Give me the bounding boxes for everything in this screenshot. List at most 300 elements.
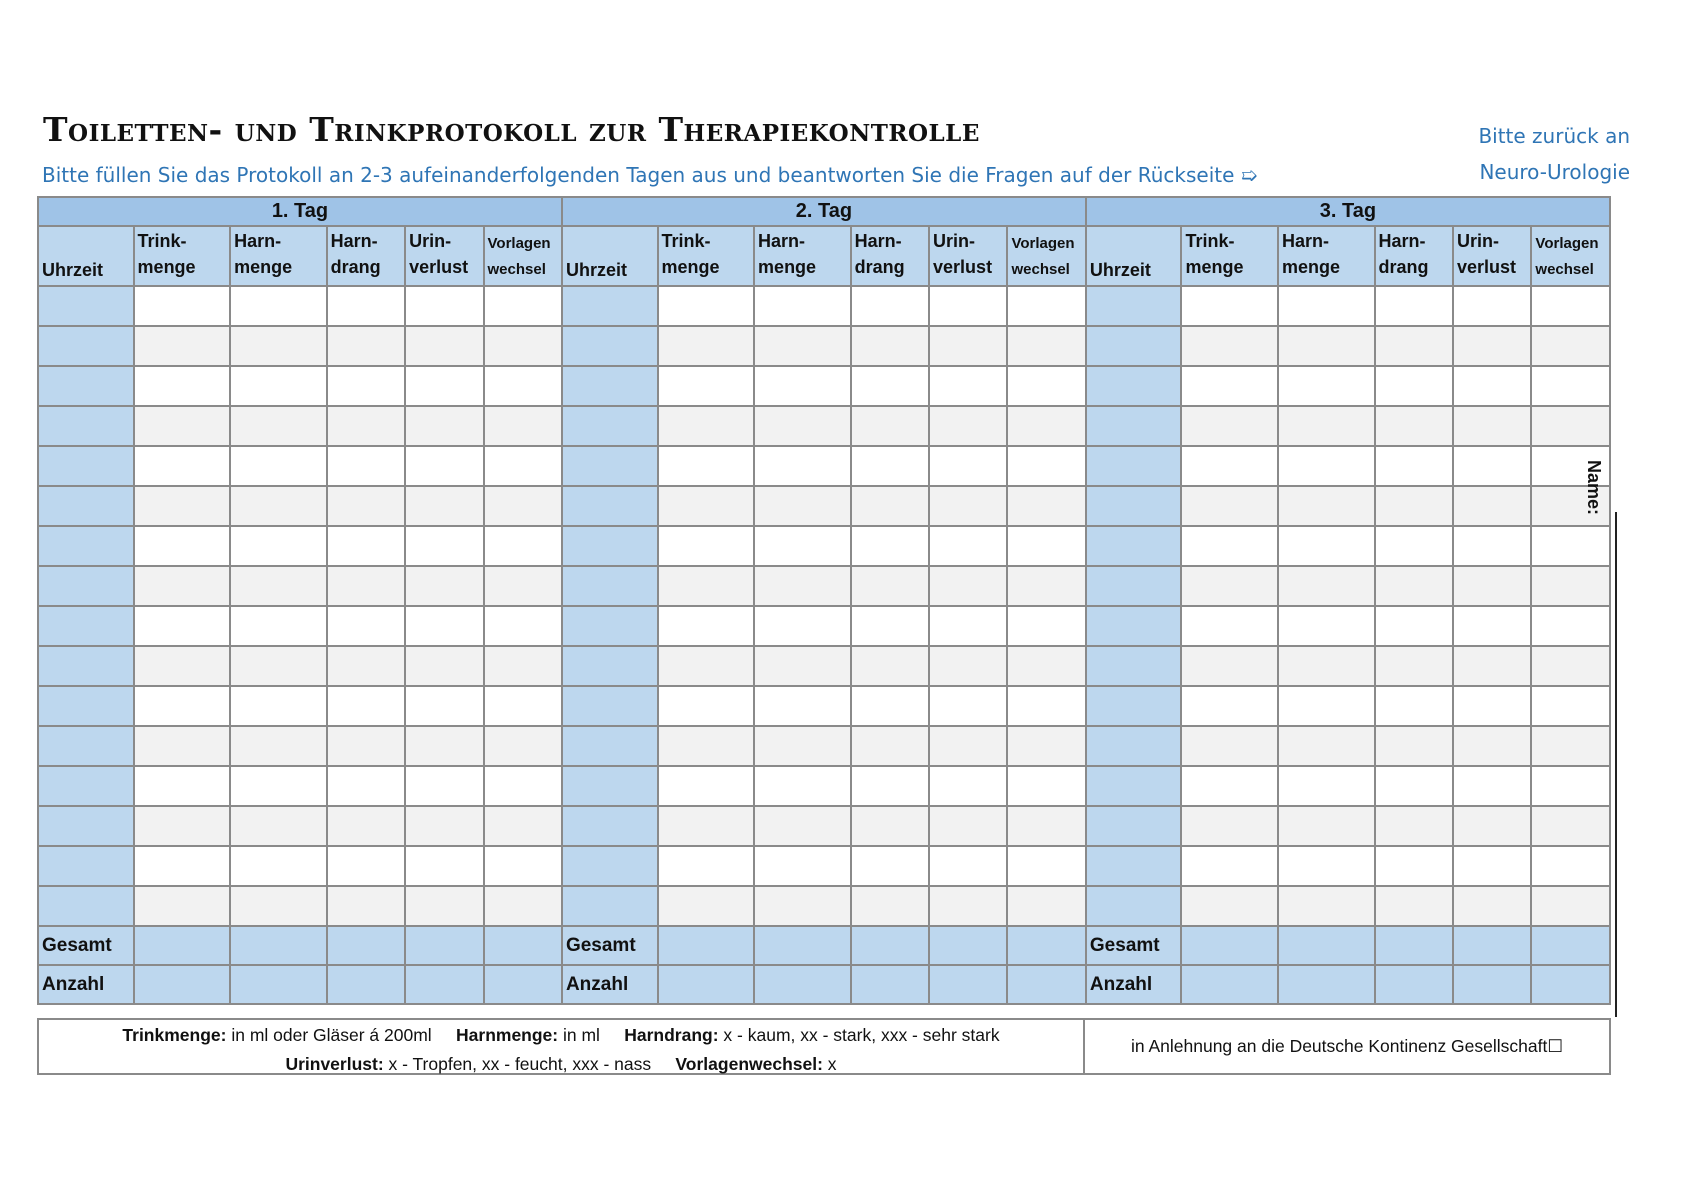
time-cell[interactable] (1086, 646, 1182, 686)
time-cell[interactable] (1086, 606, 1182, 646)
entry-cell[interactable] (327, 526, 405, 566)
time-cell[interactable] (1086, 286, 1182, 326)
entry-cell[interactable] (1181, 486, 1278, 526)
entry-cell[interactable] (1453, 366, 1531, 406)
entry-cell[interactable] (1375, 286, 1453, 326)
entry-cell[interactable] (484, 726, 562, 766)
entry-cell[interactable] (929, 326, 1007, 366)
entry-cell[interactable] (134, 406, 231, 446)
summary-cell[interactable] (405, 926, 483, 965)
entry-cell[interactable] (658, 846, 755, 886)
entry-cell[interactable] (658, 406, 755, 446)
time-cell[interactable] (1086, 806, 1182, 846)
entry-cell[interactable] (405, 406, 483, 446)
entry-cell[interactable] (230, 526, 327, 566)
entry-cell[interactable] (484, 686, 562, 726)
entry-cell[interactable] (405, 366, 483, 406)
entry-cell[interactable] (1375, 446, 1453, 486)
entry-cell[interactable] (1007, 446, 1085, 486)
entry-cell[interactable] (754, 526, 851, 566)
entry-cell[interactable] (1007, 686, 1085, 726)
entry-cell[interactable] (405, 846, 483, 886)
entry-cell[interactable] (230, 886, 327, 926)
entry-cell[interactable] (1453, 726, 1531, 766)
entry-cell[interactable] (405, 286, 483, 326)
entry-cell[interactable] (658, 806, 755, 846)
time-cell[interactable] (562, 366, 658, 406)
time-cell[interactable] (1086, 406, 1182, 446)
entry-cell[interactable] (1453, 566, 1531, 606)
entry-cell[interactable] (484, 606, 562, 646)
entry-cell[interactable] (230, 366, 327, 406)
entry-cell[interactable] (1531, 406, 1610, 446)
summary-cell[interactable] (1453, 965, 1531, 1004)
entry-cell[interactable] (484, 446, 562, 486)
time-cell[interactable] (562, 286, 658, 326)
entry-cell[interactable] (405, 766, 483, 806)
entry-cell[interactable] (929, 566, 1007, 606)
time-cell[interactable] (562, 486, 658, 526)
entry-cell[interactable] (1375, 886, 1453, 926)
entry-cell[interactable] (1278, 326, 1375, 366)
entry-cell[interactable] (1278, 726, 1375, 766)
entry-cell[interactable] (1531, 366, 1610, 406)
time-cell[interactable] (1086, 766, 1182, 806)
time-cell[interactable] (1086, 526, 1182, 566)
entry-cell[interactable] (1181, 766, 1278, 806)
time-cell[interactable] (38, 486, 134, 526)
entry-cell[interactable] (405, 886, 483, 926)
entry-cell[interactable] (754, 686, 851, 726)
entry-cell[interactable] (1181, 406, 1278, 446)
entry-cell[interactable] (134, 886, 231, 926)
entry-cell[interactable] (134, 846, 231, 886)
time-cell[interactable] (1086, 486, 1182, 526)
entry-cell[interactable] (1278, 446, 1375, 486)
entry-cell[interactable] (1181, 846, 1278, 886)
entry-cell[interactable] (851, 446, 929, 486)
time-cell[interactable] (38, 446, 134, 486)
entry-cell[interactable] (484, 406, 562, 446)
entry-cell[interactable] (1007, 846, 1085, 886)
entry-cell[interactable] (851, 646, 929, 686)
entry-cell[interactable] (1181, 726, 1278, 766)
entry-cell[interactable] (851, 766, 929, 806)
entry-cell[interactable] (1531, 526, 1610, 566)
entry-cell[interactable] (1453, 486, 1531, 526)
entry-cell[interactable] (405, 526, 483, 566)
entry-cell[interactable] (1531, 606, 1610, 646)
time-cell[interactable] (38, 726, 134, 766)
entry-cell[interactable] (851, 326, 929, 366)
time-cell[interactable] (562, 726, 658, 766)
entry-cell[interactable] (1181, 566, 1278, 606)
entry-cell[interactable] (754, 766, 851, 806)
entry-cell[interactable] (1375, 486, 1453, 526)
entry-cell[interactable] (1531, 326, 1610, 366)
summary-cell[interactable] (230, 965, 327, 1004)
entry-cell[interactable] (1453, 846, 1531, 886)
time-cell[interactable] (1086, 886, 1182, 926)
entry-cell[interactable] (1375, 526, 1453, 566)
time-cell[interactable] (562, 446, 658, 486)
entry-cell[interactable] (1007, 366, 1085, 406)
time-cell[interactable] (562, 646, 658, 686)
entry-cell[interactable] (134, 726, 231, 766)
entry-cell[interactable] (1453, 806, 1531, 846)
entry-cell[interactable] (134, 606, 231, 646)
entry-cell[interactable] (405, 606, 483, 646)
time-cell[interactable] (562, 606, 658, 646)
summary-cell[interactable] (134, 965, 231, 1004)
entry-cell[interactable] (1007, 726, 1085, 766)
time-cell[interactable] (38, 606, 134, 646)
time-cell[interactable] (1086, 446, 1182, 486)
entry-cell[interactable] (327, 446, 405, 486)
entry-cell[interactable] (929, 846, 1007, 886)
entry-cell[interactable] (327, 846, 405, 886)
entry-cell[interactable] (1531, 726, 1610, 766)
time-cell[interactable] (562, 526, 658, 566)
entry-cell[interactable] (230, 446, 327, 486)
entry-cell[interactable] (1007, 886, 1085, 926)
entry-cell[interactable] (1531, 286, 1610, 326)
entry-cell[interactable] (230, 646, 327, 686)
entry-cell[interactable] (851, 886, 929, 926)
time-cell[interactable] (38, 406, 134, 446)
summary-cell[interactable] (1531, 965, 1610, 1004)
summary-cell[interactable] (1181, 926, 1278, 965)
summary-cell[interactable] (754, 965, 851, 1004)
summary-cell[interactable] (1375, 926, 1453, 965)
time-cell[interactable] (38, 526, 134, 566)
summary-cell[interactable] (327, 926, 405, 965)
time-cell[interactable] (38, 806, 134, 846)
entry-cell[interactable] (1007, 566, 1085, 606)
entry-cell[interactable] (754, 286, 851, 326)
entry-cell[interactable] (230, 726, 327, 766)
entry-cell[interactable] (851, 566, 929, 606)
entry-cell[interactable] (1181, 606, 1278, 646)
entry-cell[interactable] (754, 446, 851, 486)
entry-cell[interactable] (754, 606, 851, 646)
entry-cell[interactable] (929, 806, 1007, 846)
entry-cell[interactable] (1453, 326, 1531, 366)
entry-cell[interactable] (405, 486, 483, 526)
summary-cell[interactable] (658, 926, 755, 965)
entry-cell[interactable] (851, 846, 929, 886)
entry-cell[interactable] (327, 326, 405, 366)
entry-cell[interactable] (1278, 686, 1375, 726)
entry-cell[interactable] (754, 366, 851, 406)
entry-cell[interactable] (658, 446, 755, 486)
time-cell[interactable] (38, 326, 134, 366)
entry-cell[interactable] (327, 806, 405, 846)
entry-cell[interactable] (327, 566, 405, 606)
entry-cell[interactable] (230, 566, 327, 606)
entry-cell[interactable] (484, 646, 562, 686)
summary-cell[interactable] (230, 926, 327, 965)
entry-cell[interactable] (230, 406, 327, 446)
entry-cell[interactable] (1181, 806, 1278, 846)
summary-cell[interactable] (1375, 965, 1453, 1004)
entry-cell[interactable] (1181, 526, 1278, 566)
entry-cell[interactable] (1278, 806, 1375, 846)
entry-cell[interactable] (134, 446, 231, 486)
entry-cell[interactable] (929, 286, 1007, 326)
time-cell[interactable] (562, 566, 658, 606)
entry-cell[interactable] (484, 526, 562, 566)
summary-cell[interactable] (929, 965, 1007, 1004)
entry-cell[interactable] (1375, 766, 1453, 806)
entry-cell[interactable] (327, 606, 405, 646)
name-line[interactable] (1615, 512, 1617, 1017)
time-cell[interactable] (38, 846, 134, 886)
time-cell[interactable] (38, 686, 134, 726)
entry-cell[interactable] (484, 286, 562, 326)
time-cell[interactable] (562, 326, 658, 366)
entry-cell[interactable] (1007, 406, 1085, 446)
entry-cell[interactable] (134, 526, 231, 566)
entry-cell[interactable] (1007, 526, 1085, 566)
time-cell[interactable] (38, 886, 134, 926)
entry-cell[interactable] (484, 486, 562, 526)
entry-cell[interactable] (1453, 686, 1531, 726)
entry-cell[interactable] (1181, 326, 1278, 366)
entry-cell[interactable] (658, 726, 755, 766)
entry-cell[interactable] (1531, 686, 1610, 726)
entry-cell[interactable] (658, 766, 755, 806)
time-cell[interactable] (1086, 726, 1182, 766)
entry-cell[interactable] (658, 886, 755, 926)
entry-cell[interactable] (405, 326, 483, 366)
entry-cell[interactable] (484, 886, 562, 926)
entry-cell[interactable] (851, 806, 929, 846)
entry-cell[interactable] (1181, 686, 1278, 726)
entry-cell[interactable] (929, 766, 1007, 806)
entry-cell[interactable] (1375, 806, 1453, 846)
time-cell[interactable] (562, 886, 658, 926)
entry-cell[interactable] (658, 566, 755, 606)
time-cell[interactable] (562, 766, 658, 806)
entry-cell[interactable] (929, 446, 1007, 486)
time-cell[interactable] (562, 406, 658, 446)
summary-cell[interactable] (754, 926, 851, 965)
summary-cell[interactable] (1453, 926, 1531, 965)
entry-cell[interactable] (658, 286, 755, 326)
time-cell[interactable] (1086, 366, 1182, 406)
entry-cell[interactable] (658, 326, 755, 366)
entry-cell[interactable] (1453, 286, 1531, 326)
entry-cell[interactable] (484, 806, 562, 846)
entry-cell[interactable] (1375, 646, 1453, 686)
entry-cell[interactable] (484, 566, 562, 606)
entry-cell[interactable] (1007, 606, 1085, 646)
summary-cell[interactable] (658, 965, 755, 1004)
summary-cell[interactable] (929, 926, 1007, 965)
summary-cell[interactable] (405, 965, 483, 1004)
time-cell[interactable] (1086, 326, 1182, 366)
entry-cell[interactable] (230, 326, 327, 366)
entry-cell[interactable] (1278, 766, 1375, 806)
entry-cell[interactable] (754, 566, 851, 606)
entry-cell[interactable] (929, 646, 1007, 686)
entry-cell[interactable] (405, 566, 483, 606)
entry-cell[interactable] (134, 326, 231, 366)
entry-cell[interactable] (1181, 366, 1278, 406)
entry-cell[interactable] (851, 486, 929, 526)
entry-cell[interactable] (1278, 406, 1375, 446)
entry-cell[interactable] (929, 366, 1007, 406)
entry-cell[interactable] (230, 286, 327, 326)
entry-cell[interactable] (658, 646, 755, 686)
entry-cell[interactable] (134, 686, 231, 726)
entry-cell[interactable] (1007, 486, 1085, 526)
summary-cell[interactable] (1181, 965, 1278, 1004)
entry-cell[interactable] (1453, 526, 1531, 566)
time-cell[interactable] (38, 366, 134, 406)
entry-cell[interactable] (658, 526, 755, 566)
entry-cell[interactable] (1007, 646, 1085, 686)
entry-cell[interactable] (929, 486, 1007, 526)
entry-cell[interactable] (1453, 406, 1531, 446)
summary-cell[interactable] (1007, 965, 1085, 1004)
entry-cell[interactable] (405, 806, 483, 846)
entry-cell[interactable] (134, 286, 231, 326)
time-cell[interactable] (1086, 846, 1182, 886)
time-cell[interactable] (562, 806, 658, 846)
entry-cell[interactable] (754, 646, 851, 686)
time-cell[interactable] (38, 766, 134, 806)
entry-cell[interactable] (134, 766, 231, 806)
entry-cell[interactable] (1531, 566, 1610, 606)
entry-cell[interactable] (327, 366, 405, 406)
time-cell[interactable] (562, 686, 658, 726)
time-cell[interactable] (38, 286, 134, 326)
entry-cell[interactable] (484, 366, 562, 406)
entry-cell[interactable] (327, 686, 405, 726)
entry-cell[interactable] (851, 686, 929, 726)
entry-cell[interactable] (1453, 606, 1531, 646)
entry-cell[interactable] (1007, 806, 1085, 846)
entry-cell[interactable] (1278, 606, 1375, 646)
entry-cell[interactable] (1375, 326, 1453, 366)
entry-cell[interactable] (134, 806, 231, 846)
entry-cell[interactable] (754, 486, 851, 526)
entry-cell[interactable] (658, 366, 755, 406)
entry-cell[interactable] (1181, 646, 1278, 686)
entry-cell[interactable] (851, 366, 929, 406)
entry-cell[interactable] (1453, 766, 1531, 806)
entry-cell[interactable] (1007, 326, 1085, 366)
entry-cell[interactable] (929, 686, 1007, 726)
entry-cell[interactable] (327, 886, 405, 926)
time-cell[interactable] (1086, 686, 1182, 726)
entry-cell[interactable] (1278, 846, 1375, 886)
time-cell[interactable] (38, 646, 134, 686)
summary-cell[interactable] (1531, 926, 1610, 965)
summary-cell[interactable] (134, 926, 231, 965)
entry-cell[interactable] (405, 686, 483, 726)
entry-cell[interactable] (1531, 886, 1610, 926)
summary-cell[interactable] (851, 965, 929, 1004)
entry-cell[interactable] (1007, 286, 1085, 326)
entry-cell[interactable] (1453, 646, 1531, 686)
entry-cell[interactable] (851, 286, 929, 326)
entry-cell[interactable] (405, 646, 483, 686)
entry-cell[interactable] (1181, 446, 1278, 486)
entry-cell[interactable] (484, 846, 562, 886)
entry-cell[interactable] (1181, 286, 1278, 326)
entry-cell[interactable] (1375, 606, 1453, 646)
entry-cell[interactable] (1375, 846, 1453, 886)
entry-cell[interactable] (327, 406, 405, 446)
entry-cell[interactable] (1278, 366, 1375, 406)
entry-cell[interactable] (134, 486, 231, 526)
summary-cell[interactable] (1007, 926, 1085, 965)
entry-cell[interactable] (754, 806, 851, 846)
summary-cell[interactable] (1278, 926, 1375, 965)
entry-cell[interactable] (1181, 886, 1278, 926)
entry-cell[interactable] (1531, 846, 1610, 886)
entry-cell[interactable] (230, 686, 327, 726)
entry-cell[interactable] (1453, 886, 1531, 926)
entry-cell[interactable] (134, 366, 231, 406)
entry-cell[interactable] (1375, 366, 1453, 406)
entry-cell[interactable] (230, 606, 327, 646)
entry-cell[interactable] (851, 526, 929, 566)
entry-cell[interactable] (1375, 726, 1453, 766)
entry-cell[interactable] (658, 686, 755, 726)
entry-cell[interactable] (929, 406, 1007, 446)
entry-cell[interactable] (754, 846, 851, 886)
summary-cell[interactable] (1278, 965, 1375, 1004)
entry-cell[interactable] (929, 526, 1007, 566)
entry-cell[interactable] (230, 846, 327, 886)
entry-cell[interactable] (754, 886, 851, 926)
entry-cell[interactable] (754, 726, 851, 766)
entry-cell[interactable] (851, 726, 929, 766)
entry-cell[interactable] (1278, 886, 1375, 926)
entry-cell[interactable] (851, 406, 929, 446)
entry-cell[interactable] (134, 566, 231, 606)
entry-cell[interactable] (929, 726, 1007, 766)
entry-cell[interactable] (327, 726, 405, 766)
entry-cell[interactable] (1278, 486, 1375, 526)
entry-cell[interactable] (1375, 686, 1453, 726)
entry-cell[interactable] (929, 606, 1007, 646)
entry-cell[interactable] (1453, 446, 1531, 486)
entry-cell[interactable] (1278, 526, 1375, 566)
entry-cell[interactable] (230, 806, 327, 846)
entry-cell[interactable] (134, 646, 231, 686)
entry-cell[interactable] (230, 486, 327, 526)
entry-cell[interactable] (327, 486, 405, 526)
entry-cell[interactable] (929, 886, 1007, 926)
entry-cell[interactable] (405, 726, 483, 766)
entry-cell[interactable] (484, 766, 562, 806)
entry-cell[interactable] (1375, 406, 1453, 446)
entry-cell[interactable] (327, 286, 405, 326)
entry-cell[interactable] (1531, 806, 1610, 846)
entry-cell[interactable] (1531, 646, 1610, 686)
summary-cell[interactable] (851, 926, 929, 965)
time-cell[interactable] (562, 846, 658, 886)
entry-cell[interactable] (851, 606, 929, 646)
entry-cell[interactable] (405, 446, 483, 486)
entry-cell[interactable] (1278, 286, 1375, 326)
summary-cell[interactable] (327, 965, 405, 1004)
